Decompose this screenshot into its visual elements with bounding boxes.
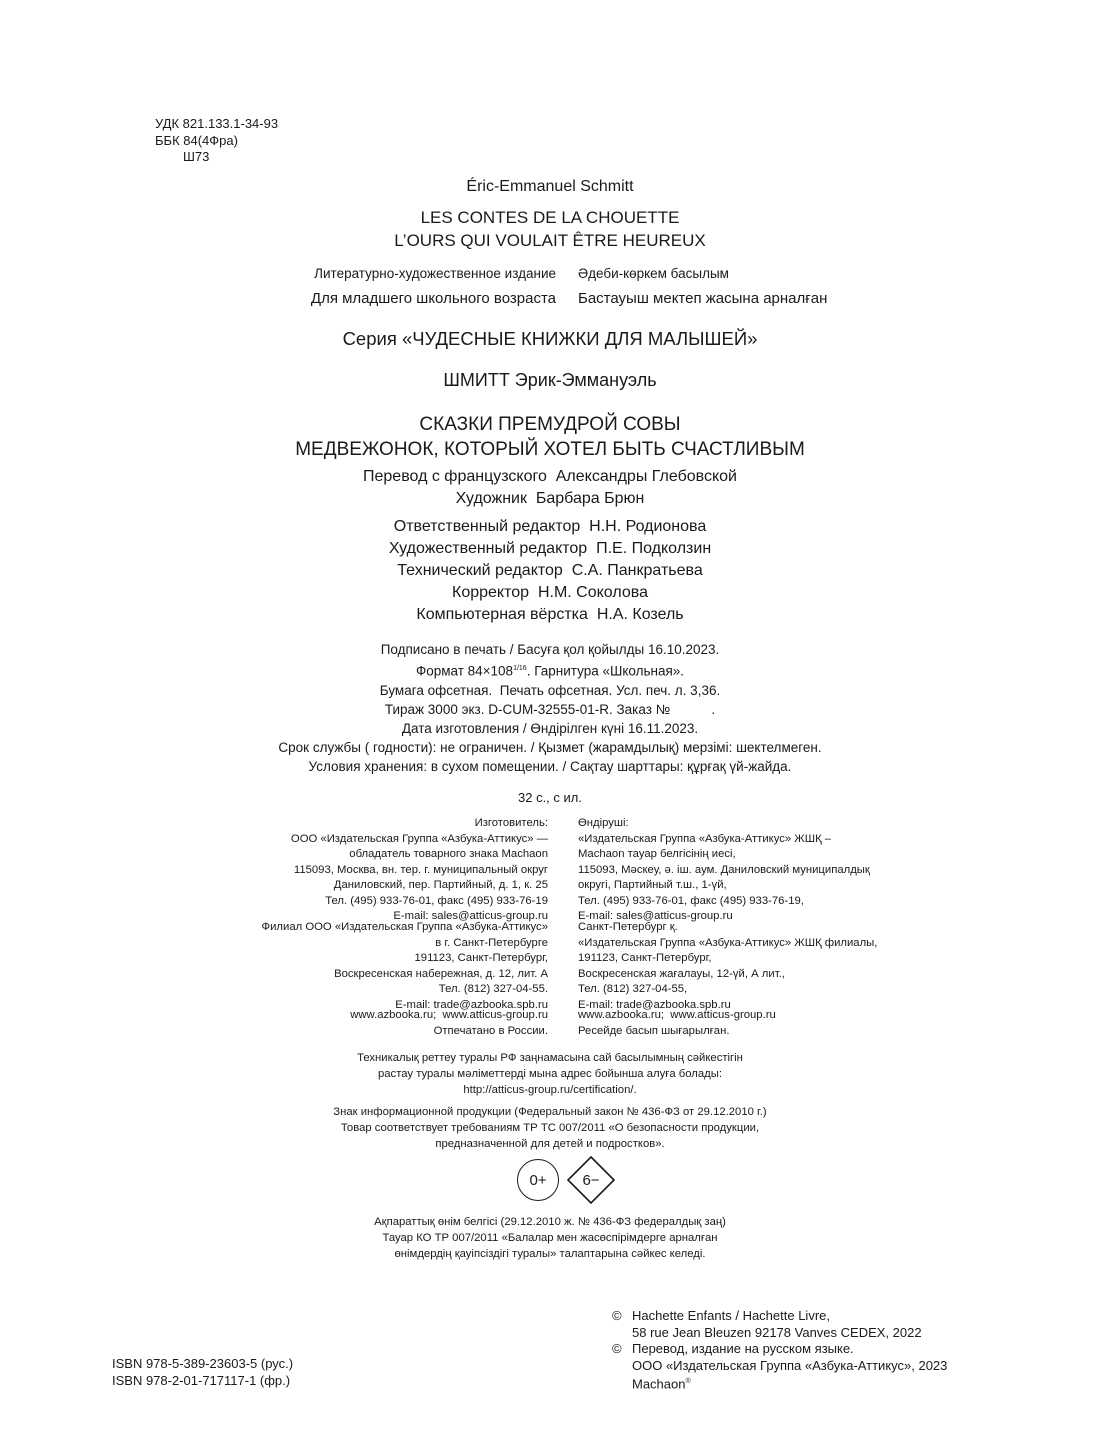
isbn-block xyxy=(112,1355,293,1389)
copyright-publisher: ООО «Издательская Группа «Азбука-Аттикус», 2023 xyxy=(632,1357,948,1373)
registered-mark: ® xyxy=(685,1378,691,1385)
printed-in: Ресейде басып шығарылған. xyxy=(578,1024,730,1037)
websites-ru xyxy=(350,1008,548,1039)
mfr-line: Тел. (495) 933-76-01, факс (495) 933-76-19 xyxy=(325,894,548,907)
author-ru: ШМИТТ Эрик-Эммануэль xyxy=(443,370,657,390)
printed-in: Отпечатано в России. xyxy=(433,1024,548,1037)
tech-regulation xyxy=(0,1050,1100,1098)
edition-age-kz: Бастауыш мектеп жасына арналған xyxy=(578,290,828,307)
edition-type-ru: Литературно-художественное издание xyxy=(314,266,556,281)
branch-line: Воскресенская жағалауы, 12-үй, А лит., xyxy=(578,967,785,980)
mfr-line: 115093, Москва, вн. тер. г. муниципальный округ xyxy=(293,863,548,876)
staff-item: Технический редактор С.А. Панкратьева xyxy=(397,562,703,579)
mfr-line: ООО «Издательская Группа «Азбука-Аттикус» — xyxy=(290,832,548,845)
copyright-address: 58 rue Jean Bleuzen 92178 Vanves CEDEX, 2022 xyxy=(632,1324,922,1340)
certification-link: http://atticus-group.ru/certification/. xyxy=(463,1084,637,1096)
mfr-line: округі, Партийный т.ш., 1-үй, xyxy=(578,879,727,891)
copyright-brand xyxy=(612,1374,947,1393)
tech-reg-line: растау туралы мәліметтерді мына адрес бойынша алуға болады: xyxy=(377,1068,722,1080)
tech-reg-line: Техникалық реттеу туралы РФ заңнамасына сай басылымның сәйкестігін xyxy=(357,1052,743,1064)
age-diamond-badge xyxy=(566,1155,616,1205)
original-title-line: L’OURS QUI VOULAIT ÊTRE HEUREUX xyxy=(394,231,706,250)
illustrator-credit: Художник Барбара Брюн xyxy=(455,490,645,507)
mfr-line: Даниловский, пер. Партийный, д. 1, к. 25 xyxy=(333,879,548,891)
branch-line: Филиал ООО «Издательская Группа «Азбука-Аттикус» xyxy=(261,921,548,933)
mfr-line: Тел. (495) 933-76-01, факс (495) 933-76-19, xyxy=(578,894,804,907)
copyright-original xyxy=(612,1308,947,1325)
brand-name: Machaon xyxy=(632,1376,686,1392)
info-mark-line: предназначенной для детей и подростков». xyxy=(435,1138,665,1150)
staff-item: Корректор Н.М. Соколова xyxy=(452,584,648,601)
mfr-line: «Издательская Группа «Азбука-Аттикус» ЖШҚ – xyxy=(578,832,832,845)
original-author: Éric-Emmanuel Schmitt xyxy=(466,178,634,195)
format-value: Формат 84×108 xyxy=(415,663,514,679)
branch-ru xyxy=(262,920,548,1013)
kz-mark-line: Тауар КО ТР 007/2011 «Балалар мен жасөспірімдерге арналған xyxy=(382,1232,718,1244)
info-mark-line: Знак информационной продукции (Федеральный закон № 436-ФЗ от 29.12.2010 г.) xyxy=(333,1106,767,1118)
staff-item: Ответственный редактор Н.Н. Родионова xyxy=(393,518,707,535)
mfr-line: обладатель товарного знака Machaon xyxy=(349,848,548,860)
branch-line: 191123, Санкт-Петербург, xyxy=(414,952,548,964)
kz-info-mark xyxy=(0,1214,1100,1262)
branch-line: Воскресенская набережная, д. 12, лит. А xyxy=(334,967,548,980)
mfr-email: E-mail: sales@atticus-group.ru xyxy=(578,910,733,922)
title-ru xyxy=(0,412,1100,462)
service-life: Срок службы ( годности): не ограничен. / Қызмет (жарамдылық) мерзімі: шектелмеген. xyxy=(278,739,822,755)
bbk-code: ББК 84(4Фра) xyxy=(155,132,238,148)
udk-block xyxy=(155,116,278,166)
mfr-line: Изготовитель: xyxy=(474,817,548,829)
branch-line: «Издательская Группа «Азбука-Аттикус» ЖШҚ филиалы, xyxy=(578,936,878,949)
isbn-ru: ISBN 978-5-389-23603-5 (рус.) xyxy=(112,1356,294,1371)
age-diamond-label: 6− xyxy=(582,1171,600,1189)
isbn-fr: ISBN 978-2-01-717117-1 (фр.) xyxy=(112,1373,291,1388)
title-ru-line: МЕДВЕЖОНОК, КОТОРЫЙ ХОТЕЛ БЫТЬ СЧАСТЛИВЫМ xyxy=(295,439,805,460)
original-title-line: LES CONTES DE LA CHOUETTE xyxy=(420,208,680,227)
branch-line: Тел. (812) 327-04-55, xyxy=(578,983,688,995)
made-date: Дата изготовления / Өндірілген күні 16.11.2023. xyxy=(401,720,699,736)
udk-code: УДК 821.133.1-34-93 xyxy=(155,116,279,131)
websites-kz xyxy=(578,1008,776,1039)
staff-item: Компьютерная вёрстка Н.А. Козель xyxy=(416,606,684,623)
manufacturer-kz xyxy=(578,816,870,925)
mfr-email: E-mail: sales@atticus-group.ru xyxy=(393,910,548,922)
storage-conditions: Условия хранения: в сухом помещении. / Сақтау шарттары: құрғақ үй-жайда. xyxy=(308,758,792,774)
branch-line: 191123, Санкт-Петербург, xyxy=(578,952,712,964)
edition-age-ru: Для младшего школьного возраста xyxy=(310,290,556,307)
branch-kz xyxy=(578,920,877,1013)
branch-line: Санкт-Петербург қ. xyxy=(578,921,678,933)
run-line: Тираж 3000 экз. D-CUM-32555-01-R. Заказ № . xyxy=(384,701,716,717)
manufacturer-ru xyxy=(291,816,548,925)
website-links: www.azbooka.ru; www.atticus-group.ru xyxy=(578,1009,776,1021)
format-fraction: 1/16 xyxy=(513,665,527,672)
copyright-symbol: © xyxy=(612,1308,622,1323)
copyright-symbol: © xyxy=(612,1341,622,1356)
format-line xyxy=(0,659,1100,681)
info-mark-line: Товар соответствует требованиям ТР ТС 007/2011 «О безопасности продукции, xyxy=(340,1122,760,1134)
website-links: www.azbooka.ru; www.atticus-group.ru xyxy=(350,1009,548,1021)
age-rating-badge xyxy=(517,1159,559,1201)
page-count: 32 с., с ил. xyxy=(518,790,582,805)
copyright-translation-text: Перевод, издание на русском языке. xyxy=(632,1341,854,1356)
paper-line: Бумага офсетная. Печать офсетная. Усл. печ. л. 3,36. xyxy=(379,682,721,698)
print-info xyxy=(0,640,1100,776)
staff-list xyxy=(0,516,1100,626)
typeface-value: . Гарнитура «Школьная». xyxy=(526,663,685,679)
kz-mark-line: Ақпараттық өнім белгісі (29.12.2010 ж. № 436-ФЗ федералдық заң) xyxy=(374,1216,726,1228)
branch-line: в г. Санкт-Петербурге xyxy=(435,936,548,949)
mfr-line: Machaon тауар белгісінің иесі, xyxy=(578,848,736,860)
copyright-block xyxy=(612,1308,947,1393)
author-mark: Ш73 xyxy=(183,149,210,164)
branch-line: Тел. (812) 327-04-55. xyxy=(438,983,548,995)
credits xyxy=(0,466,1100,510)
kz-mark-line: өнімдердің қауіпсіздігі туралы» талаптарына сәйкес келеді. xyxy=(394,1248,706,1260)
translator-credit: Перевод с французского Александры Глебовской xyxy=(363,468,737,485)
branch-email: E-mail: trade@azbooka.spb.ru xyxy=(395,998,548,1011)
series-title: Серия «ЧУДЕСНЫЕ КНИЖКИ ДЛЯ МАЛЫШЕЙ» xyxy=(342,328,758,349)
mfr-line: 115093, Мәскеу, ә. іш. аум. Даниловский муниципалдық xyxy=(578,863,870,876)
title-ru-line: СКАЗКИ ПРЕМУДРОЙ СОВЫ xyxy=(419,414,681,435)
original-title xyxy=(0,206,1100,252)
edition-type-kz: Әдеби-көркем басылым xyxy=(578,266,729,281)
copyright-holder: Hachette Enfants / Hachette Livre, xyxy=(632,1308,830,1323)
copyright-translation xyxy=(612,1341,947,1358)
mfr-line: Өндіруші: xyxy=(578,817,629,829)
info-mark xyxy=(0,1104,1100,1152)
age-rating-label: 0+ xyxy=(529,1171,547,1189)
branch-email: E-mail: trade@azbooka.spb.ru xyxy=(578,998,731,1011)
staff-item: Художественный редактор П.Е. Подколзин xyxy=(388,540,712,557)
signed-date: Подписано в печать / Басуға қол қойылды 16.10.2023. xyxy=(380,642,720,657)
